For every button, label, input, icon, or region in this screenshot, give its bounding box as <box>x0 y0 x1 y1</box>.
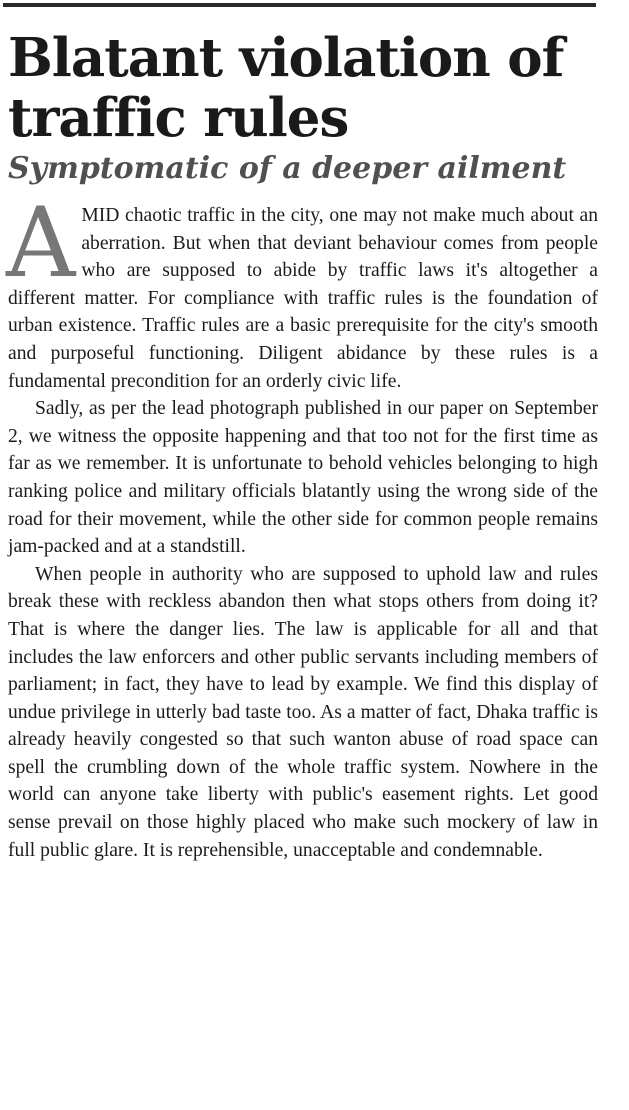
paragraph-3: When people in authority who are supposed to uphold law and rules break these with reckless abandon then what stops others from doing it? That is where the danger lies. The law is applicable for all and that includes the law enforcers and other public servants including members of parliament; in fact, they have to lead by example. We find this display of undue privilege in utterly bad taste too. As a matter of fact, Dhaka traffic is already heavily congested so that such wanton abuse of road space can spell the crumbling down of the whole traffic system. Nowhere in the world can anyone take liberty with public's easement rights. Let good sense prevail on those highly placed who make such mockery of law in full public glare. It is reprehensible, unacceptable and condemnable. <box>8 563 598 861</box>
article-body <box>6 187 598 864</box>
top-rule <box>3 3 596 7</box>
article <box>8 28 598 864</box>
paragraph-1-text: MID chaotic traffic in the city, one may not make much about an aberration. But when that deviant behaviour comes from people who are supposed to abide by traffic laws it's altogether a different matter. For compliance with traffic rules is the foundation of urban existence. Traffic rules are a basic prerequisite for the city's smooth and purposeful functioning. Diligent abidance by these rules is a fundamental precondition for an orderly civic life. <box>8 205 598 392</box>
drop-cap: A <box>6 187 76 299</box>
paragraph-1 <box>6 187 598 395</box>
paragraph-2: Sadly, as per the lead photograph published in our paper on September 2, we witness the opposite happening and that too not for the first time as far as we remember. It is unfortunate to behold vehicles belonging to high ranking police and military officials blatantly using the wrong side of the road for their movement, while the other side for common people remains jam-packed and at a standstill. <box>8 398 598 558</box>
headline: Blatant violation of traffic rules <box>8 27 564 149</box>
subheadline: Symptomatic of a deeper ailment <box>8 151 567 186</box>
